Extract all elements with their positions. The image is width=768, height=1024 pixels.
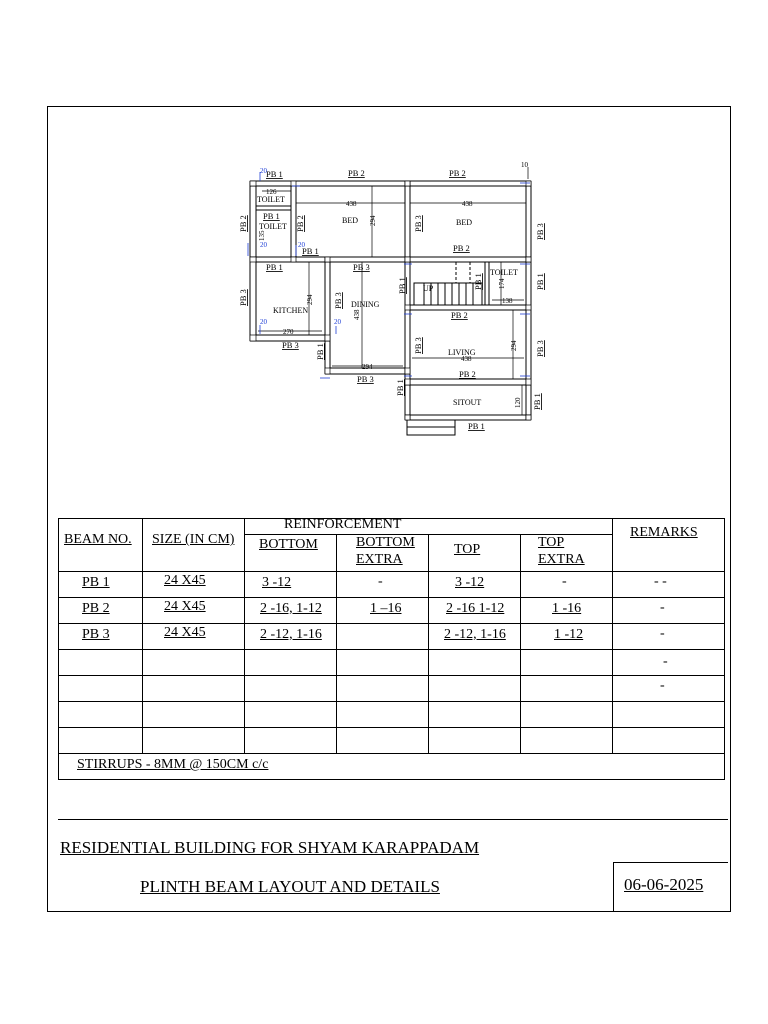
room-label-bed-1: BED (342, 216, 358, 225)
header-size: SIZE (IN CM) (152, 532, 235, 547)
dim-138: 138 (502, 297, 513, 305)
row2-size: 24 X45 (164, 599, 206, 614)
room-label-toilet-1: TOILET (257, 195, 285, 204)
row1-top: 3 -12 (455, 575, 485, 590)
dim-438-bed2: 438 (462, 200, 473, 208)
beam-label-pb1-stair: PB 1 (473, 273, 483, 290)
dim-294-kitchen: 294 (306, 294, 314, 305)
beam-label-pb3-left: PB 3 (238, 289, 248, 306)
beam-schedule-table (58, 518, 725, 780)
header-remarks: REMARKS (630, 525, 698, 540)
row2-remarks: - (660, 600, 665, 615)
beam-label-pb1-kitchen: PB 1 (266, 262, 283, 272)
beam-label-pb2-toilet-right: PB 2 (295, 215, 305, 232)
row1-bottom: 3 -12 (262, 575, 292, 590)
beam-label-pb3-living-left: PB 3 (413, 337, 423, 354)
beam-label-pb3-living-right: PB 3 (535, 340, 545, 357)
stirrups-note: STIRRUPS - 8MM @ 150CM c/c (77, 757, 269, 772)
beam-label-pb3-dining: PB 3 (353, 262, 370, 272)
header-bottom-extra-line2: EXTRA (356, 552, 403, 567)
dim-174: 174 (498, 278, 506, 289)
room-label-up: UP (423, 284, 434, 293)
col-line (244, 518, 245, 753)
dim-120: 120 (514, 397, 522, 408)
beam-label-pb1-top: PB 1 (266, 169, 283, 179)
row-line (58, 571, 725, 572)
dimension-label-group (258, 161, 529, 408)
beam-label-pb1-right: PB 1 (535, 273, 545, 290)
header-top: TOP (454, 542, 481, 557)
header-beam-no: BEAM NO. (64, 532, 132, 547)
col-line (142, 518, 143, 753)
row3-top-extra: 1 -12 (554, 627, 584, 642)
beam-label-pb3-center: PB 3 (413, 215, 423, 232)
dim-20-top: 20 (260, 167, 267, 175)
dim-20-mid: 20 (298, 241, 305, 249)
room-label-kitchen: KITCHEN (273, 306, 309, 315)
title-block-top-line (58, 819, 728, 820)
row-line (58, 701, 725, 702)
row2-bottom: 2 -16, 1-12 (260, 601, 322, 616)
row3-top: 2 -12, 1-16 (444, 627, 506, 642)
row3-remarks: - (660, 626, 665, 641)
row1-remarks: - - (654, 574, 667, 589)
room-label-dining: DINING (351, 300, 380, 309)
beam-label-pb1-sitout-right: PB 1 (532, 393, 542, 410)
row2-top: 2 -16 1-12 (446, 601, 505, 616)
header-bottom: BOTTOM (259, 537, 318, 552)
col-line (612, 518, 613, 753)
dim-20-dining: 20 (334, 318, 341, 326)
beam-label-group (238, 168, 545, 431)
project-title: RESIDENTIAL BUILDING FOR SHYAM KARAPPADAM (60, 838, 480, 857)
table-border-right (724, 518, 725, 780)
beam-label-pb2-top-right: PB 2 (449, 168, 466, 178)
dim-438-dining: 438 (353, 309, 361, 320)
row3-size: 24 X45 (164, 625, 206, 640)
row1-top-extra: - (562, 574, 567, 589)
header-bottom-extra-line1: BOTTOM (356, 535, 415, 550)
beam-label-pb3-kitchen-bottom: PB 3 (282, 340, 299, 350)
beam-label-pb3-dining-bottom: PB 3 (357, 374, 374, 384)
beam-label-pb1-center: PB 1 (397, 277, 407, 294)
row2-top-extra: 1 -16 (552, 601, 582, 616)
beam-label-pb1-toilet: PB 1 (263, 211, 280, 221)
room-label-sitout: SITOUT (453, 398, 482, 407)
beam-label-pb1-sitout: PB 1 (468, 421, 485, 431)
dim-294-living: 294 (510, 340, 518, 351)
dim-438-bed1: 438 (346, 200, 357, 208)
date-box-left-line (613, 862, 614, 911)
room-label-toilet-3: TOILET (490, 268, 518, 277)
dim-135: 135 (258, 230, 266, 241)
dim-10: 10 (521, 161, 528, 169)
row4-remarks: - (663, 654, 668, 669)
row1-size: 24 X45 (164, 573, 206, 588)
dim-438-living: 438 (461, 355, 472, 363)
row-line (58, 623, 725, 624)
dim-294-bed: 294 (369, 215, 377, 226)
col-line (336, 534, 337, 753)
room-label-toilet-2: TOILET (259, 222, 287, 231)
table-border-left (58, 518, 59, 780)
header-top-extra-line2: EXTRA (538, 552, 585, 567)
row3-beam: PB 3 (82, 627, 110, 642)
drawing-date: 06-06-2025 (624, 875, 704, 894)
beam-label-pb2-left: PB 2 (238, 215, 248, 232)
beam-label-pb1-sitout-left: PB 1 (395, 379, 405, 396)
room-label-bed-2: BED (456, 218, 472, 227)
beam-label-pb3-dining-left: PB 3 (333, 292, 343, 309)
dimension-lines (258, 167, 528, 415)
row-line (58, 649, 725, 650)
beam-label-pb2-top-left: PB 2 (348, 168, 365, 178)
header-top-extra-line1: TOP (538, 535, 565, 550)
table-border-bottom (58, 779, 725, 780)
dim-126: 126 (266, 188, 277, 196)
row-line (58, 675, 725, 676)
date-box-top-line (614, 862, 728, 863)
row1-bottom-extra: - (378, 574, 383, 589)
row-line (58, 727, 725, 728)
room-label-living: LIVING (448, 348, 476, 357)
dim-20-toilet: 20 (260, 241, 267, 249)
col-line (428, 534, 429, 753)
header-reinforcement: REINFORCEMENT (284, 517, 402, 532)
row-line (58, 753, 725, 754)
dim-20-kitchen: 20 (260, 318, 267, 326)
row2-bottom-extra: 1 –16 (370, 601, 402, 616)
dim-294-dining: 294 (362, 363, 373, 371)
beam-label-pb2-mid: PB 2 (453, 243, 470, 253)
row2-beam: PB 2 (82, 601, 110, 616)
beam-label-pb1-dining: PB 1 (315, 343, 325, 360)
beam-label-pb2-stair: PB 2 (451, 310, 468, 320)
drawing-title: PLINTH BEAM LAYOUT AND DETAILS (140, 877, 440, 896)
beam-label-pb3-right: PB 3 (535, 223, 545, 240)
row-line (58, 597, 725, 598)
col-line (520, 534, 521, 753)
dim-270: 270 (283, 328, 294, 336)
row1-beam: PB 1 (82, 575, 110, 590)
row5-remarks: - (660, 678, 665, 693)
beam-label-pb2-living: PB 2 (459, 369, 476, 379)
row3-bottom: 2 -12, 1-16 (260, 627, 322, 642)
beam-label-pb1-mid: PB 1 (302, 246, 319, 256)
